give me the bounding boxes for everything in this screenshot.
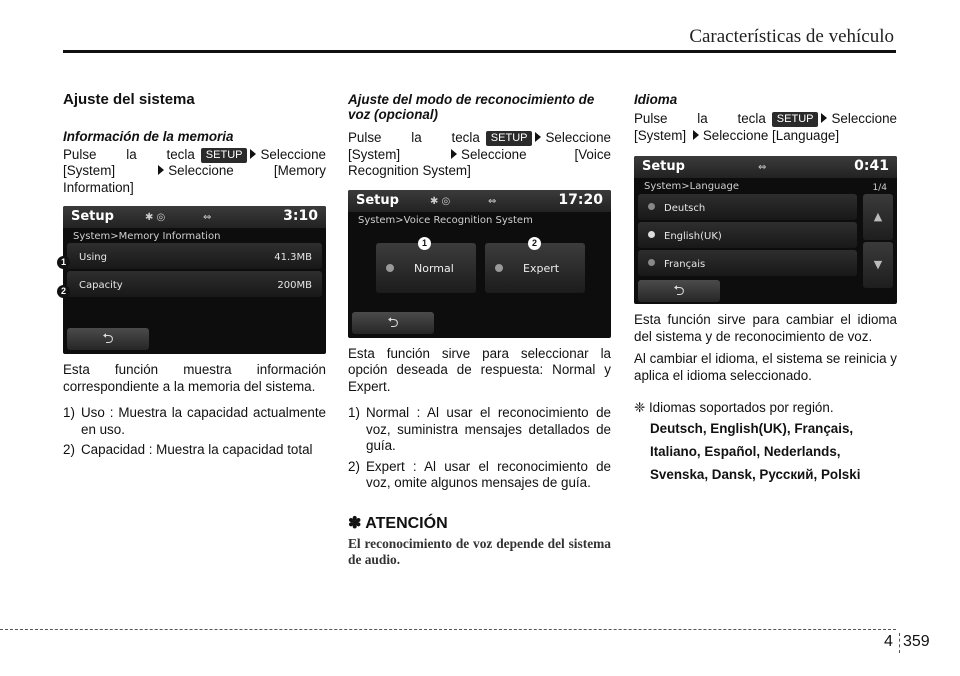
screen-title: Setup [642, 159, 685, 174]
footer-rule [0, 629, 896, 630]
callout-1: 1 [418, 237, 431, 250]
instruction-line2: [System] Seleccione [Voice [348, 146, 611, 162]
attention-body: El reconocimiento de voz depende del sistema de audio. [348, 536, 611, 567]
page-number: 359 [903, 633, 930, 650]
memory-screen [63, 206, 326, 354]
memory-description: Esta función muestra información correspondiente a la memoria del sistema. [63, 362, 326, 394]
back-button[interactable]: ⮌ [67, 328, 149, 350]
usb-icon: ⇔ [203, 212, 212, 223]
instruction-line2: [System] Seleccione [Memory [63, 163, 326, 178]
voice-screen [348, 190, 611, 338]
instruction: Pulse la tecla SETUP Seleccione [634, 111, 897, 126]
screen-path: System>Voice Recognition System [358, 214, 533, 226]
list-item: 1) Uso : Muestra la capacidad actualmente en uso. [63, 405, 326, 437]
column-voice [348, 92, 611, 568]
back-button[interactable]: ⮌ [638, 280, 720, 302]
setup-key: SETUP [486, 131, 533, 146]
list-item: 1) Normal : Al usar el reconocimiento de voz, suministra mensajes detallados de guía. [348, 405, 611, 453]
arrow-icon [451, 149, 457, 159]
arrow-icon [158, 165, 164, 175]
callout-2: 2 [528, 237, 541, 250]
subheading-voice: Ajuste del modo de reconocimiento de voz (opcional) [348, 92, 595, 122]
voice-list [348, 405, 611, 492]
language-restart-note: Al cambiar el idioma, el sistema se reinicia y aplica el idioma seleccionado. [634, 351, 897, 383]
setup-key: SETUP [201, 148, 248, 163]
normal-button[interactable]: Normal [376, 243, 476, 293]
language-screen [634, 156, 897, 304]
arrow-icon [693, 130, 699, 140]
bluetooth-icon: ✱ ◎ [145, 212, 166, 223]
column-language [634, 92, 897, 486]
attention-title: ✽ ATENCIÓN [348, 514, 448, 532]
screen-time: 3:10 [283, 208, 318, 224]
memory-list [63, 405, 326, 459]
screen-path: System>Language [644, 181, 740, 192]
scroll-down-button[interactable]: ▼ [863, 242, 893, 288]
arrow-icon [250, 149, 256, 159]
list-item: 2) Capacidad : Muestra la capacidad total [63, 442, 313, 457]
section-title: Características de vehículo [689, 26, 894, 47]
header-rule [63, 50, 896, 53]
screen-time: 17:20 [558, 191, 603, 208]
using-row: Using 41.3MB [67, 243, 322, 269]
list-item: 2) Expert : Al usar el reconocimiento de voz, omite algunos mensajes de guía. [348, 458, 611, 490]
arrow-icon [535, 132, 541, 142]
section-heading: Ajuste del sistema [63, 91, 195, 108]
setup-key: SETUP [772, 112, 819, 127]
back-button[interactable]: ⮌ [352, 312, 434, 334]
instruction: Pulse la tecla SETUP Seleccione [63, 146, 326, 162]
screen-title: Setup [71, 209, 114, 224]
capacity-row: Capacity 200MB [67, 271, 322, 297]
scroll-up-button[interactable]: ▲ [863, 194, 893, 240]
screen-time: 0:41 [854, 158, 889, 174]
column-memory [63, 92, 326, 469]
expert-button[interactable]: Expert [485, 243, 585, 293]
screen-path: System>Memory Information [73, 231, 221, 242]
subheading-memory: Información de la memoria [63, 128, 234, 144]
lang-row-english[interactable]: English(UK) [638, 222, 857, 248]
region-note: ❈ Idiomas soportados por región. [634, 400, 834, 415]
usb-icon: ⇔ [758, 162, 767, 173]
subheading-language: Idioma [634, 92, 678, 107]
language-description: Esta función sirve para cambiar el idioma del sistema y de reconocimiento de voz. [634, 312, 897, 344]
screen-title: Setup [356, 192, 399, 208]
callout-1: 1 [57, 256, 70, 269]
callout-2: 2 [57, 285, 70, 298]
page-separator [899, 633, 900, 653]
lang-row-francais[interactable]: Français [638, 250, 857, 276]
voice-description: Esta función sirve para seleccionar la opción deseada de respuesta: Normal y Expert. [348, 345, 611, 394]
arrow-icon [821, 113, 827, 123]
usb-icon: ⇔ [488, 195, 497, 207]
screen-page: 1/4 [872, 183, 887, 193]
instruction-line3: Recognition System] [348, 163, 471, 178]
instruction-line3: Information] [63, 179, 134, 195]
instruction: Pulse la tecla SETUP Seleccione [348, 130, 611, 145]
chapter-number: 4 [884, 633, 893, 650]
supported-languages: Deutsch, English(UK), Français, Italiano, Español, Nederlands, Svenska, Dansk, Русский, Polski [650, 420, 861, 482]
lang-row-deutsch[interactable]: Deutsch [638, 194, 857, 220]
instruction-line2: [System] Seleccione [Language] [634, 127, 840, 143]
bluetooth-icon: ✱ ◎ [430, 195, 451, 207]
